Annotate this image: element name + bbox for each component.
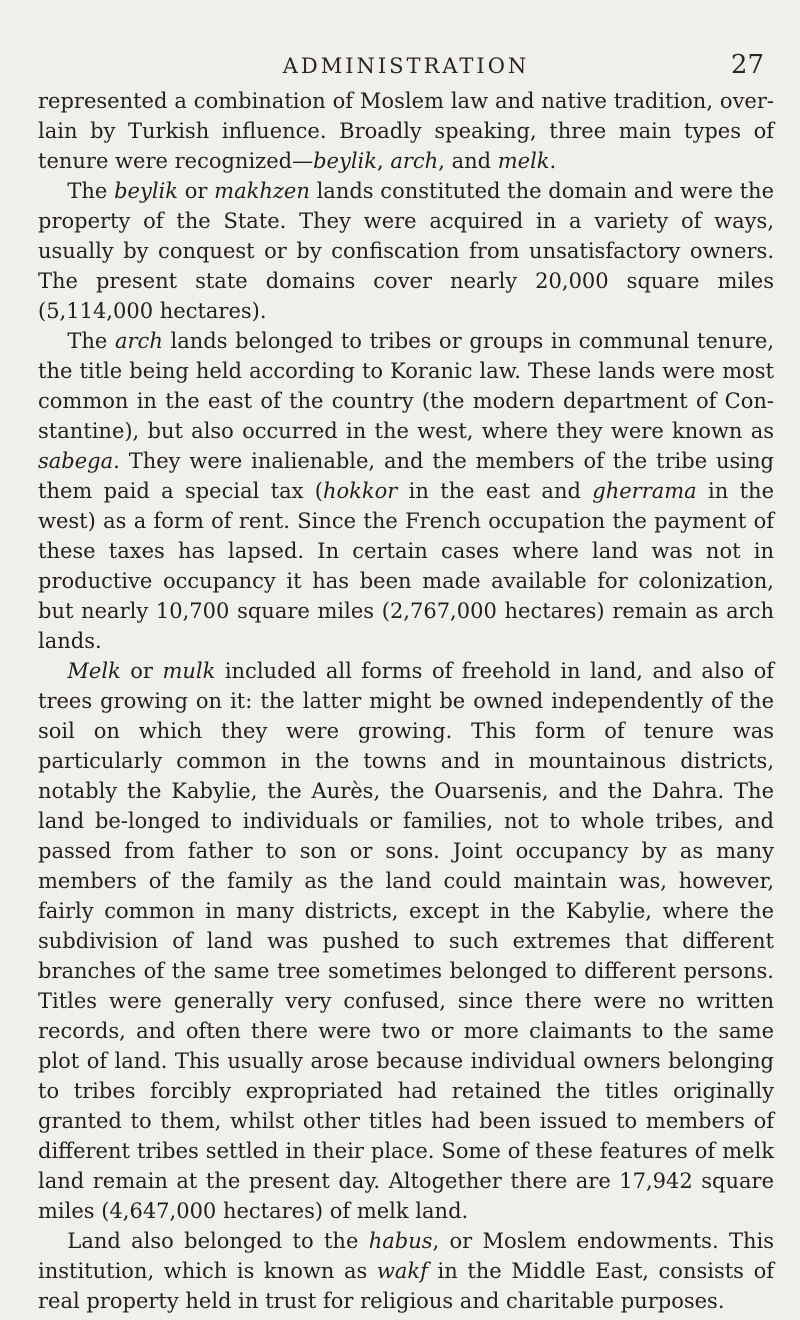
italic-term: makhzen (214, 179, 310, 203)
paragraph (38, 86, 774, 176)
page-number: 27 (730, 50, 764, 80)
text-run: . They were inalienable, and the members of the tribe using them paid a special tax ( (38, 449, 774, 503)
italic-term: beylik (313, 149, 377, 173)
paragraph (38, 1226, 774, 1316)
running-head (38, 48, 774, 80)
italic-term: mulk (162, 659, 216, 683)
text-run: , and (438, 149, 498, 173)
paragraph (38, 326, 774, 656)
text-run: included all forms of freehold in land, and also of trees growing on it: the latter might be owned independently of the soil on which they were growing. This form of tenure was particularly common in the towns and in mountainous districts, notably the Kabylie, the Aurès, the Ouarsenis, and the Dahra. The land be-longed to individuals or families, not to whole tribes, and passed from father to son or sons. Joint occupancy by as many members of the family as the land could maintain was, however, fairly common in many districts, except in the Kabylie, where the subdivision of land was pushed to such extremes that different branches of the same tree sometimes belonged to different persons. Titles were generally very confused, since there were no written records, and often there were two or more claimants to the same plot of land. This usually arose because individual owners belonging to tribes forcibly expropriated had retained the titles originally granted to them, whilst other titles had been issued to members of different tribes settled in their place. Some of these features of melk land remain at the present day. Altogether there are 17,942 square miles (4,647,000 hectares) of melk land. (38, 659, 774, 1223)
italic-term: gherrama (592, 479, 697, 503)
text-run: in the east and (397, 479, 593, 503)
running-title: ADMINISTRATION (282, 54, 530, 78)
paragraph (38, 176, 774, 326)
text-run: in the west) as a form of rent. Since the French occupation the payment of these taxes has lapsed. In certain cases where land was not in productive occupancy it has been made available for colonization, but nearly 10,700 square miles (2,767,000 hectares) remain as arch lands. (38, 479, 775, 653)
text-run: The (67, 179, 115, 203)
text-run: The (67, 329, 115, 353)
text-run: or (120, 659, 163, 683)
italic-term: beylik (114, 179, 178, 203)
italic-term: wakf (376, 1259, 428, 1283)
italic-term: sabega (38, 449, 114, 473)
text-run: . (549, 149, 557, 173)
text-run: , or Moslem endowments. This institution, which is known as (38, 1229, 774, 1283)
italic-term: arch (115, 329, 163, 353)
italic-term: arch (390, 149, 439, 173)
text-run: or (178, 179, 215, 203)
text-run: , (377, 149, 391, 173)
text-run: lands constituted the domain and were the property of the State. They were acquired in a variety of ways, usually by conquest or by confiscation from unsatisfactory owners. The present state domains cover nearly 20,000 square miles (5,114,000 hectares). (38, 179, 774, 323)
italic-term: hokkor (322, 479, 398, 503)
body-text (38, 86, 774, 1316)
text-run: in the Middle East, consists of real property held in trust for religious and charitable purposes. (38, 1259, 774, 1313)
text-run: lands belonged to tribes or groups in communal tenure, the title being held according to Koranic law. These lands were most common in the east of the country (the modern department of Con-stantine), but also occurred in the west, where they were known as (38, 329, 774, 443)
italic-term: melk (497, 149, 550, 173)
text-run: Land also belonged to the (67, 1229, 369, 1253)
paragraph (38, 656, 774, 1226)
text-run: represented a combination of Moslem law and native tradition, over-lain by Turkish influence. Broadly speaking, three main types of tenure were recognized— (38, 89, 774, 173)
italic-term: Melk (67, 659, 121, 683)
italic-term: habus (368, 1229, 433, 1253)
